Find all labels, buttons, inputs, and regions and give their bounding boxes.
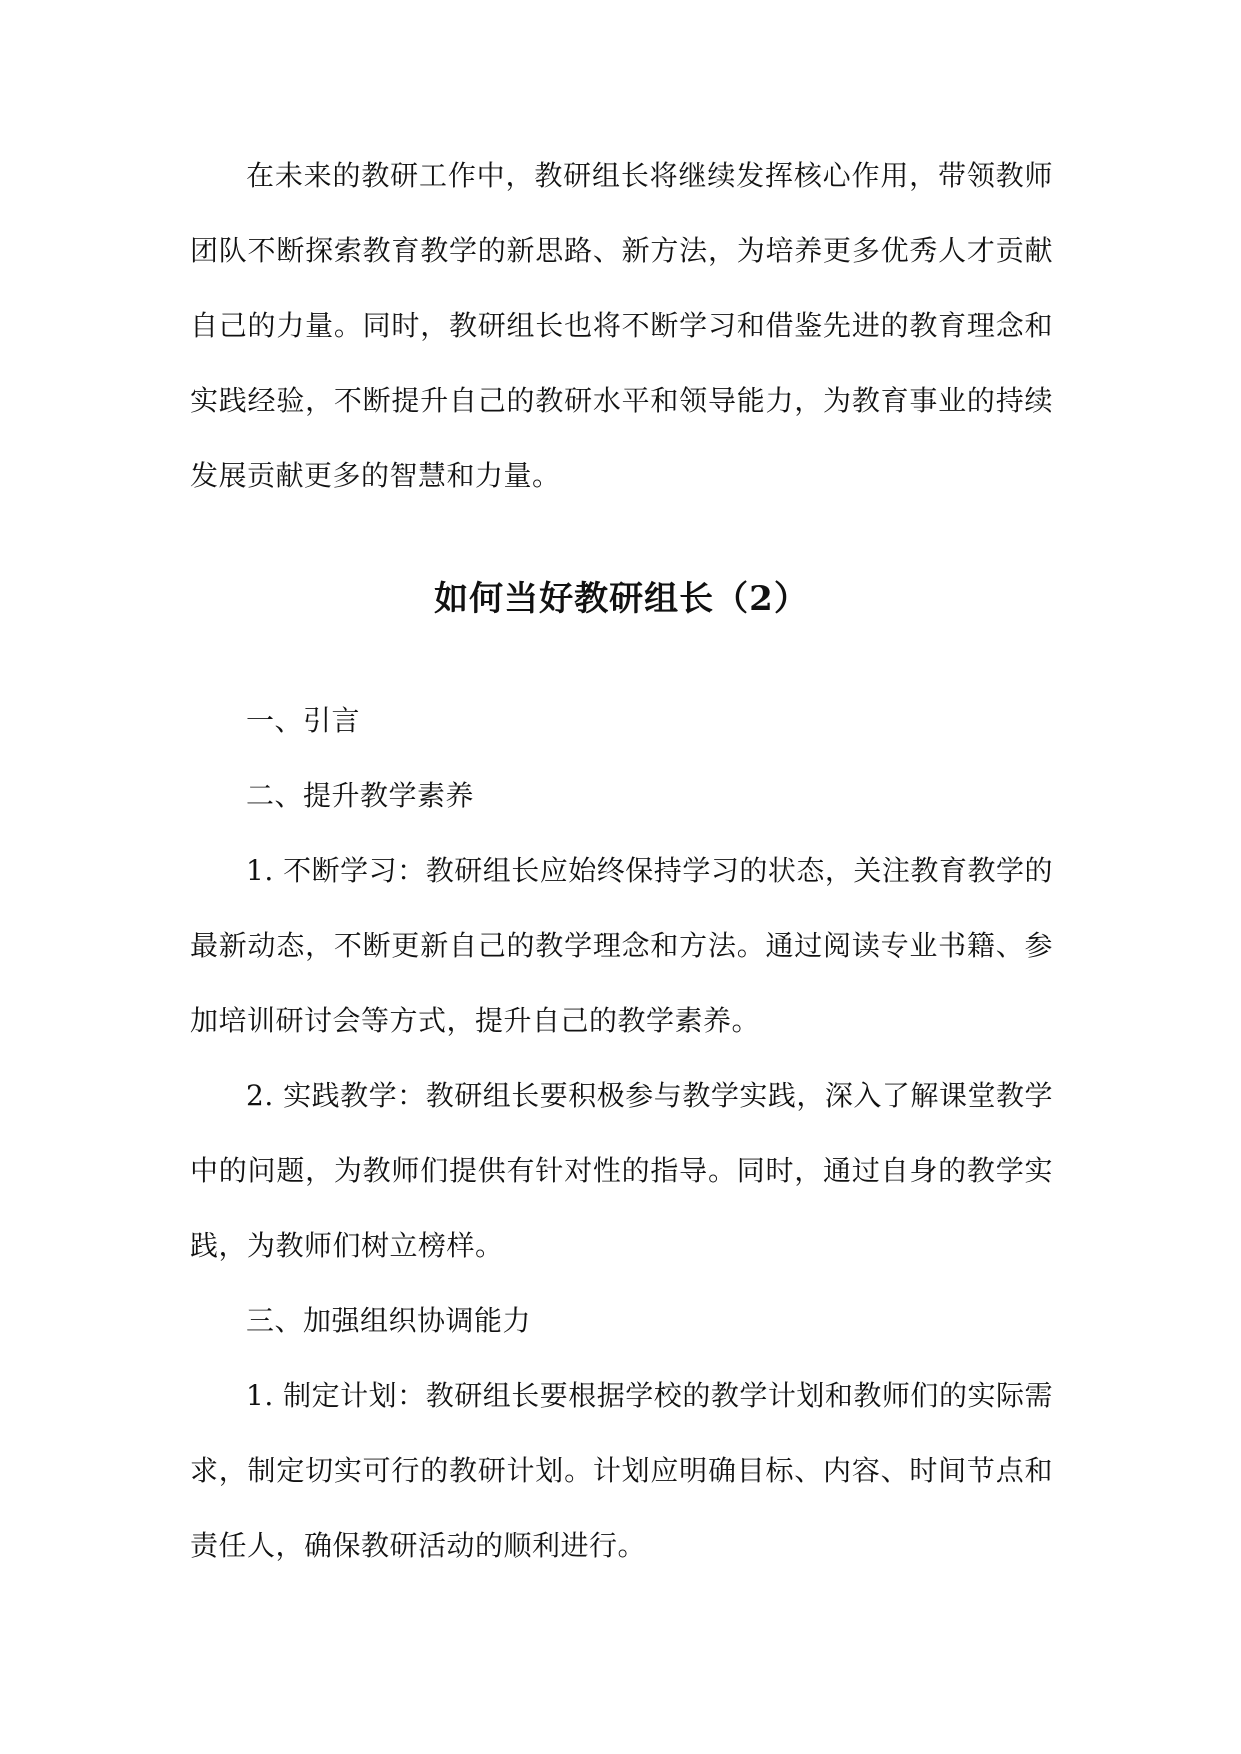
heading-coordination: 三、加强组织协调能力	[246, 1304, 532, 1337]
intro-paragraph: 在未来的教研工作中，教研组长将继续发挥核心作用，带领教师团队不断探索教育教学的新思路、新方法，为培养更多优秀人才贡献自己的力量。同时，教研组长也将不断学习和借鉴先进的教育理念和实践经验，不断提升自己的教研水平和领导能力，为教育事业的持续发展贡献更多的智慧和力量。	[190, 159, 1053, 492]
title-block	[190, 513, 1053, 683]
heading-introduction: 一、引言	[246, 704, 361, 737]
item-continuous-learning: 1. 不断学习：教研组长应始终保持学习的状态，关注教育教学的最新动态，不断更新自己的教学理念和方法。通过阅读专业书籍、参加培训研讨会等方式，提升自己的教学素养。	[190, 854, 1053, 1037]
item-make-plan: 1. 制定计划：教研组长要根据学校的教学计划和教师们的实际需求，制定切实可行的教研计划。计划应明确目标、内容、时间节点和责任人，确保教研活动的顺利进行。	[190, 1379, 1053, 1562]
item-practice-teaching: 2. 实践教学：教研组长要积极参与教学实践，深入了解课堂教学中的问题，为教师们提供有针对性的指导。同时，通过自身的教学实践，为教师们树立榜样。	[190, 1079, 1053, 1262]
document-body	[190, 138, 1053, 1583]
section-title: 如何当好教研组长（2）	[434, 579, 809, 619]
heading-teaching-literacy: 二、提升教学素养	[246, 779, 475, 812]
